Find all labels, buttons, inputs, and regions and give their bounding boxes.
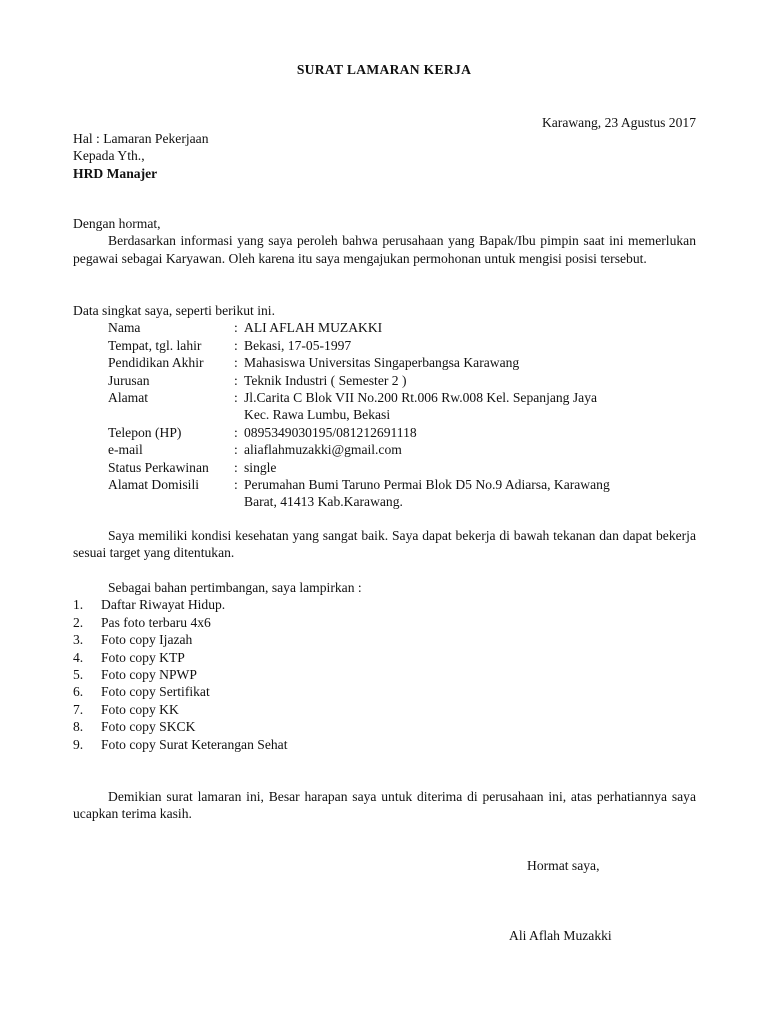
data-label: Jurusan <box>108 372 150 388</box>
data-row-phone <box>73 424 696 441</box>
list-number: 5. <box>73 666 84 682</box>
data-row-major <box>73 372 696 389</box>
letter-title: SURAT LAMARAN KERJA <box>296 62 472 77</box>
attachments-intro: Sebagai bahan pertimbangan, saya lampirkan : <box>108 580 362 595</box>
recipient-line: HRD Manajer <box>73 165 158 181</box>
list-text: Foto copy Sertifikat <box>101 684 210 700</box>
data-row-address <box>73 389 696 424</box>
data-label: Telepon (HP) <box>108 424 182 440</box>
data-intro: Data singkat saya, seperti berikut ini. <box>73 303 275 318</box>
data-label: Alamat Domisili <box>108 476 199 492</box>
colon: : <box>234 389 238 405</box>
data-label: Tempat, tgl. lahir <box>108 337 202 353</box>
data-value: Teknik Industri ( Semester 2 ) <box>244 372 407 388</box>
closing-paragraph: Demikian surat lamaran ini, Besar harapan saya untuk diterima di perusahaan ini, atas perhatiannya saya ucapkan terima kasih. <box>73 789 696 822</box>
colon: : <box>234 459 238 475</box>
data-value: Jl.Carita C Blok VII No.200 Rt.006 Rw.008 Kel. Sepanjang Jaya <box>244 389 598 405</box>
data-row-email <box>73 441 696 458</box>
colon: : <box>234 476 238 492</box>
list-number: 9. <box>73 736 84 752</box>
intro-paragraph: Berdasarkan informasi yang saya peroleh bahwa perusahaan yang Bapak/Ibu pimpin saat ini memerlukan pegawai sebagai Karyawan. Oleh karena itu saya mengajukan permohonan untuk mengisi posisi tersebut. <box>73 233 696 266</box>
data-label: Nama <box>108 320 141 336</box>
data-value: Bekasi, 17-05-1997 <box>244 337 352 353</box>
colon: : <box>234 424 238 440</box>
list-text: Foto copy KTP <box>101 649 185 665</box>
list-text: Foto copy NPWP <box>101 666 197 682</box>
colon: : <box>234 337 238 353</box>
closing-block <box>73 788 696 823</box>
list-number: 7. <box>73 701 84 717</box>
data-label: Alamat <box>108 389 149 405</box>
list-item <box>73 666 696 683</box>
greeting: Dengan hormat, <box>73 216 161 231</box>
data-label: e-mail <box>108 442 143 458</box>
list-number: 6. <box>73 684 84 700</box>
greeting-block <box>73 215 696 267</box>
list-item <box>73 614 696 631</box>
list-item <box>73 736 696 753</box>
list-number: 3. <box>73 632 84 648</box>
personal-data-block <box>73 302 696 511</box>
data-label: Pendidikan Akhir <box>108 355 204 371</box>
list-item <box>73 683 696 700</box>
data-value: 0895349030195/081212691118 <box>244 424 417 440</box>
colon: : <box>234 372 238 388</box>
data-row-marital <box>73 459 696 476</box>
data-row-education <box>73 354 696 371</box>
to-line: Kepada Yth., <box>73 148 145 164</box>
health-block <box>73 527 696 562</box>
list-item <box>73 631 696 648</box>
colon: : <box>234 442 238 458</box>
data-value-line2: Barat, 41413 Kab.Karawang. <box>244 494 403 510</box>
data-value: Mahasiswa Universitas Singaperbangsa Karawang <box>244 355 520 371</box>
data-value: ALI AFLAH MUZAKKI <box>244 320 383 336</box>
list-item <box>73 596 696 613</box>
attachments-block <box>73 579 696 753</box>
list-text: Foto copy KK <box>101 701 179 717</box>
data-row-domicile <box>73 476 696 511</box>
subject-line: Hal : Lamaran Pekerjaan <box>73 131 209 146</box>
data-value: aliaflahmuzakki@gmail.com <box>244 442 402 458</box>
health-paragraph: Saya memiliki kondisi kesehatan yang sangat baik. Saya dapat bekerja di bawah tekanan dan dapat bekerja sesuai target yang ditentukan. <box>73 528 696 561</box>
data-value-line2: Kec. Rawa Lumbu, Bekasi <box>244 407 391 423</box>
list-text: Pas foto terbaru 4x6 <box>101 614 211 630</box>
list-text: Foto copy Ijazah <box>101 632 193 648</box>
list-text: Foto copy Surat Keterangan Sehat <box>101 736 288 752</box>
data-label: Status Perkawinan <box>108 459 209 475</box>
list-number: 4. <box>73 649 84 665</box>
list-text: Daftar Riwayat Hidup. <box>101 597 226 613</box>
signoff: Hormat saya, <box>527 858 600 873</box>
data-value: single <box>244 459 277 475</box>
colon: : <box>234 320 238 336</box>
list-item <box>73 649 696 666</box>
list-number: 2. <box>73 614 84 630</box>
signature-name: Ali Aflah Muzakki <box>509 928 612 943</box>
data-row-birth <box>73 337 696 354</box>
place-date: Karawang, 23 Agustus 2017 <box>541 115 696 130</box>
list-number: 8. <box>73 719 84 735</box>
list-item <box>73 718 696 735</box>
list-number: 1. <box>73 597 84 613</box>
list-text: Foto copy SKCK <box>101 719 196 735</box>
colon: : <box>234 355 238 371</box>
list-item <box>73 701 696 718</box>
data-row-name <box>73 319 696 336</box>
data-value: Perumahan Bumi Taruno Permai Blok D5 No.9 Adiarsa, Karawang <box>244 476 610 492</box>
address-block <box>73 130 696 182</box>
